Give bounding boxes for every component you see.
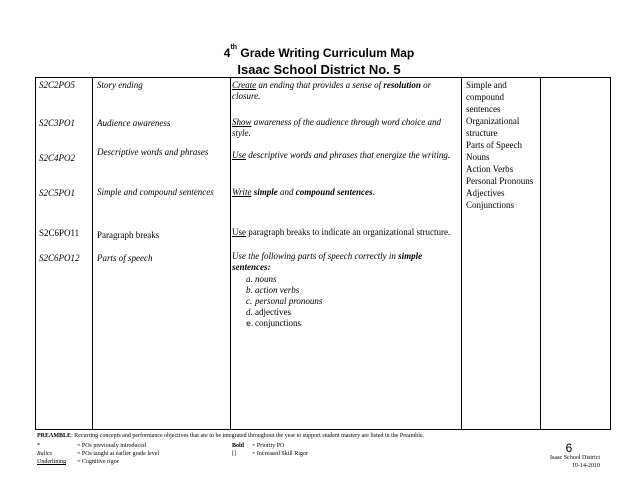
page-title-line2: Isaac School District No. 5 [237,62,401,77]
vocabulary-column: Simple and compound sentences Organizational structure Parts of Speech Nouns Action Verbs Personal Pronouns Adjectives Conjunctions [466,80,534,210]
row-topic: Parts of speech [97,253,153,263]
row-objective: Create an ending that provides a sense of resolution or closure. [232,80,432,101]
list-item: d. adjectives [246,307,291,317]
row-code: S2C6PO11 [39,228,80,238]
row-topic: Descriptive words and phrases [97,147,209,157]
page-number: 6 [565,441,573,455]
row-code: S2C4PO2 [39,153,75,163]
row-code: S2C5PO1 [39,188,75,198]
row-objective: Write simple and compound sentences. [232,187,375,197]
list-item: c. personal pronouns [246,296,323,306]
footer-district: Isaac School District 10-14-2010 [550,455,600,469]
page-title-line1: 4th Grade Writing Curriculum Map [223,44,415,60]
list-item: b. action verbs [246,285,300,295]
parts-of-speech-list [232,274,452,329]
row-code: S2C2PO5 [39,80,75,90]
legend-right: Bold = Priority PO [] = Increased Skill Rigor [232,443,308,457]
row-objective: Show awareness of the audience through word choice and style. [232,117,441,138]
row-code: S2C6PO12 [39,253,80,263]
row-objective: Use the following parts of speech correctly in simple sentences: a. nouns b. action verbs c. personal pronouns d. adjectives e. conjunctions [232,251,452,329]
row-topic: Simple and compound sentences [97,187,214,197]
row-objective: Use descriptive words and phrases that energize the writing. [232,150,451,160]
list-item: e. conjunctions [246,318,301,328]
row-objective: Use paragraph breaks to indicate an organizational structure. [232,227,451,237]
row-code: S2C3PO1 [39,118,75,128]
row-topic: Story ending [97,80,143,90]
legend-left: * = POs previously introduced Italics = POs taught at earlier grade level Underlining = Cognitive rigor [37,443,160,465]
row-topic: Audience awareness [97,118,171,128]
preamble-note: PREAMBLE: Recurring concepts and performance objectives that are to be integrated throughout the year to support student mastery are listed in the Preamble. [37,433,425,439]
list-item: a. nouns [246,274,277,284]
row-topic: Paragraph breaks [97,230,160,240]
